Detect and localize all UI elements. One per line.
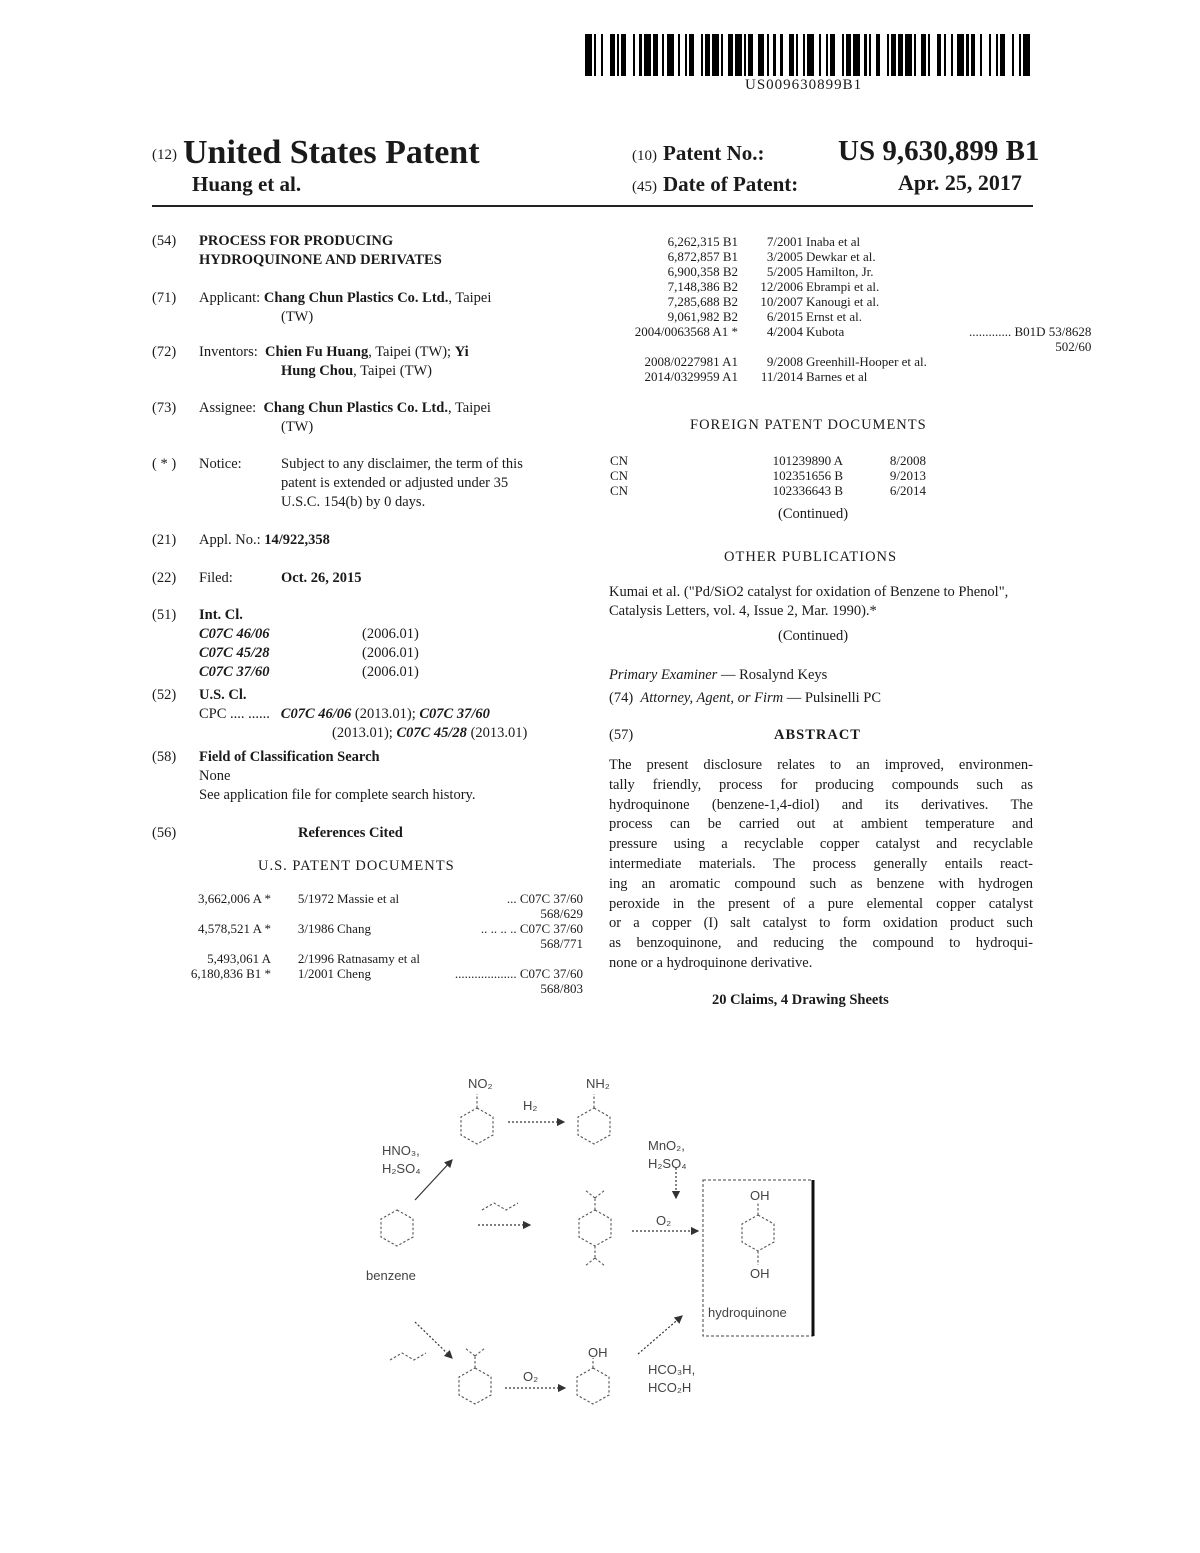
foreign-cc: CN — [610, 483, 629, 498]
aniline-ring — [578, 1108, 610, 1144]
barcode-bar — [667, 34, 674, 76]
reference-subclass-row — [187, 981, 586, 996]
nitrobenzene-ring — [461, 1108, 493, 1144]
reference-row — [618, 369, 1094, 384]
int-cl-version: (2006.01) — [362, 626, 419, 642]
reference-name: Ebrampi et al. — [806, 279, 880, 294]
field-54 — [0, 232, 600, 252]
reference-name: Ratnasamy et al — [337, 951, 421, 966]
diisopropylbenzene-ring — [579, 1210, 611, 1246]
inid-code: ( * ) — [152, 456, 177, 472]
reference-name: Barnes et al — [806, 369, 868, 384]
label-hydroquinone: hydroquinone — [708, 1305, 787, 1320]
int-cl-class: C07C 37/60 — [199, 664, 270, 680]
inventor-2-line — [281, 362, 432, 381]
field-search-text — [199, 767, 475, 805]
notice-label: Notice: — [199, 456, 242, 472]
barcode-bar — [905, 34, 912, 76]
filed-date: Oct. 26, 2015 — [281, 570, 362, 586]
foreign-cc: CN — [610, 468, 629, 483]
barcode-bar — [807, 34, 814, 76]
us-patent-docs-title: U.S. PATENT DOCUMENTS — [258, 858, 455, 874]
abstract-line: peroxide in the present of a pure elemental copper catalyst — [609, 895, 1033, 912]
label-mno2: MnO₂, — [648, 1138, 685, 1153]
us-references-table-continued — [618, 234, 1094, 384]
barcode-bar — [930, 34, 937, 76]
other-pub-line: Catalysis Letters, vol. 4, Issue 2, Mar. 1990).* — [609, 603, 877, 619]
barcode-bar — [957, 34, 964, 76]
label-oh-phenol: OH — [588, 1345, 608, 1360]
cpc-class: C07C 37/60 — [419, 706, 490, 722]
cpc-class: C07C 46/06 — [280, 706, 352, 722]
abstract-body — [609, 756, 1033, 974]
applicant-loc-2: (TW) — [281, 309, 314, 325]
reference-name: Chang — [337, 921, 371, 936]
reference-subclass: 502/60 — [1055, 339, 1092, 354]
reference-no: 6,900,358 B2 — [667, 264, 738, 279]
label-no2: NO₂ — [468, 1076, 493, 1091]
notice-line: patent is extended or adjusted under 35 — [281, 475, 509, 491]
applicant-label: Applicant: — [199, 290, 261, 306]
int-cl-class: C07C 46/06 — [199, 626, 270, 642]
attorney-name: — Pulsinelli PC — [783, 690, 882, 706]
notice-line: U.S.C. 154(b) by 0 days. — [281, 494, 426, 510]
int-cl-row — [199, 663, 419, 682]
patent-number: US 9,630,899 B1 — [838, 135, 1040, 167]
reference-subclass-row — [618, 339, 1094, 354]
barcode-bar — [880, 34, 887, 76]
reference-cls: ................... C07C 37/60 — [454, 966, 584, 981]
abstract-line: pressure using a recyclable copper catalyst and recyclable — [609, 836, 1033, 853]
label-hco2h: HCO₂H — [648, 1380, 692, 1395]
barcode-bar — [1005, 34, 1012, 76]
us-cl-label: U.S. Cl. — [199, 687, 247, 703]
reference-no: 6,180,836 B1 * — [190, 966, 271, 981]
reference-name: Dewkar et al. — [806, 249, 876, 264]
foreign-docs-title: FOREIGN PATENT DOCUMENTS — [690, 417, 927, 433]
reference-no: 6,872,857 B1 — [667, 249, 738, 264]
label-h2so4-a: H₂SO₄ — [382, 1161, 421, 1176]
cpc-version: (2013.01) — [466, 725, 528, 741]
label-h2so4-b: H₂SO₄ — [648, 1156, 687, 1171]
primary-examiner — [609, 666, 827, 685]
field-52 — [0, 686, 600, 706]
foreign-references-table — [610, 453, 929, 498]
inventors-label: Inventors: — [199, 344, 258, 360]
inid-code-10: (10) — [632, 148, 657, 164]
inventor-1-loc: , Taipei (TW); — [368, 344, 452, 360]
patent-no-label: Patent No.: — [663, 141, 765, 165]
filed-label: Filed: — [199, 570, 233, 586]
attorney-label: Attorney, Agent, or Firm — [640, 690, 784, 706]
reference-row — [618, 264, 1094, 279]
int-cl-list — [199, 625, 419, 682]
int-cl-class: C07C 45/28 — [199, 645, 270, 661]
reference-cls — [969, 279, 1094, 294]
inventor-short: Huang et al. — [192, 172, 302, 196]
reference-name: Ernst et al. — [806, 309, 862, 324]
reference-row — [187, 966, 586, 981]
us-references-table — [187, 891, 586, 996]
date-row — [632, 172, 798, 197]
notice-line: Subject to any disclaimer, the term of this — [281, 456, 523, 472]
other-publications-title: OTHER PUBLICATIONS — [724, 549, 898, 565]
reference-name: Kanougi et al. — [806, 294, 880, 309]
reference-name: Inaba et al — [806, 234, 861, 249]
other-pub-line: Kumai et al. ("Pd/SiO2 catalyst for oxidation of Benzene to Phenol", — [609, 584, 1009, 600]
reference-name: Massie et al — [337, 891, 400, 906]
label-hco3h: HCO₃H, — [648, 1362, 696, 1377]
reference-cls — [969, 369, 1094, 384]
reference-row — [618, 234, 1094, 249]
int-cl-row — [199, 644, 419, 663]
reference-date: 10/2007 — [760, 294, 803, 309]
reference-no: 4,578,521 A * — [198, 921, 271, 936]
barcode-bar — [835, 34, 842, 76]
applicant-loc: , Taipei — [448, 290, 492, 306]
abstract-title: ABSTRACT — [774, 727, 861, 743]
abstract-line: The present disclosure relates to an improved, environmen- — [609, 757, 1033, 773]
propene-reagent-lower — [390, 1353, 426, 1360]
other-publication — [609, 583, 1033, 621]
inid-code: (21) — [152, 532, 177, 548]
reference-cls — [969, 234, 1094, 249]
reference-cls — [423, 951, 586, 966]
barcode-bar — [982, 34, 989, 76]
barcode-bar — [694, 34, 701, 76]
abstract-line: process can be carried out at ambient temperature and — [609, 816, 1033, 833]
abstract-line: hydroquinone (benzene-1,4-diol) and its derivatives. The — [609, 796, 1033, 813]
foreign-date: 8/2008 — [889, 453, 926, 468]
foreign-no: 102351656 B — [772, 468, 843, 483]
reaction-scheme-figure — [360, 1060, 840, 1440]
int-cl-version: (2006.01) — [362, 645, 419, 661]
foreign-reference-row — [610, 468, 929, 483]
reference-date: 1/2001 — [297, 966, 334, 981]
reference-no: 6,262,315 B1 — [667, 234, 738, 249]
notice-text — [281, 455, 574, 512]
reference-date: 7/2001 — [766, 234, 803, 249]
reference-date: 2/1996 — [297, 951, 334, 966]
reference-no: 5,493,061 A — [207, 951, 271, 966]
inid-code: (73) — [152, 400, 177, 416]
field-72 — [0, 343, 600, 363]
barcode-bar — [1030, 34, 1032, 76]
foreign-date: 9/2013 — [889, 468, 926, 483]
reference-date: 5/2005 — [766, 264, 803, 279]
cpc-line-2 — [332, 724, 527, 743]
reference-row — [618, 249, 1094, 264]
inid-code: (54) — [152, 233, 177, 249]
barcode-bar — [644, 34, 651, 76]
inid-code: (51) — [152, 607, 177, 623]
date-label: Date of Patent: — [663, 172, 799, 196]
inid-code: (52) — [152, 687, 177, 703]
inventor-1: Chien Fu Huang — [265, 344, 369, 360]
reference-date: 3/2005 — [766, 249, 803, 264]
cumene-ring — [459, 1368, 491, 1404]
appl-no: 14/922,358 — [264, 532, 330, 548]
barcode-bar — [603, 34, 610, 76]
foreign-date: 6/2014 — [889, 483, 926, 498]
assignee-loc: , Taipei — [447, 400, 491, 416]
reference-no: 9,061,982 B2 — [667, 309, 738, 324]
reference-no: 2008/0227981 A1 — [644, 354, 738, 369]
reference-date: 9/2008 — [766, 354, 803, 369]
field-58 — [0, 748, 600, 768]
inid-code: (74) — [609, 690, 634, 706]
doc-type: United States Patent — [183, 134, 480, 171]
reference-row — [187, 951, 586, 966]
reference-row — [618, 354, 1094, 369]
label-hno3: HNO₃, — [382, 1143, 420, 1158]
inventor-2a: Yi — [454, 344, 469, 360]
assignee-label: Assignee: — [199, 400, 257, 416]
label-oh-bottom: OH — [750, 1266, 770, 1281]
hydroquinone-ring — [742, 1215, 774, 1251]
assignee-name: Chang Chun Plastics Co. Ltd. — [263, 400, 448, 416]
title-line-1: PROCESS FOR PRODUCING — [199, 233, 394, 249]
reference-name: Hamilton, Jr. — [806, 264, 874, 279]
cpc-line — [199, 705, 490, 724]
reference-no: 7,285,688 B2 — [667, 294, 738, 309]
field-56 — [0, 824, 600, 844]
label-oh-top: OH — [750, 1188, 770, 1203]
reference-row — [618, 324, 1094, 339]
reference-date: 12/2006 — [760, 279, 803, 294]
barcode-number: US009630899B1 — [745, 77, 863, 93]
foreign-no: 102336643 B — [772, 483, 843, 498]
reference-name: Kubota — [806, 324, 845, 339]
inventor-2-loc: , Taipei (TW) — [353, 363, 432, 379]
barcode-bar — [853, 34, 860, 76]
reference-subclass-row — [187, 936, 586, 951]
abstract-line: none or a hydroquinone derivative. — [609, 954, 813, 971]
abstract-line: intermediate materials. The process generally entails react- — [609, 855, 1033, 872]
reference-subclass: 568/803 — [540, 981, 584, 996]
reference-date: 5/1972 — [297, 891, 334, 906]
label-h2: H₂ — [523, 1098, 538, 1113]
field-search-line: See application file for complete search history. — [199, 787, 476, 803]
inid-code-12: (12) — [152, 146, 177, 163]
reference-row — [618, 309, 1094, 324]
barcode-bar — [626, 34, 633, 76]
patent-no-row — [632, 141, 764, 166]
abstract-line: tally friendly, process for producing compounds such as — [609, 776, 1033, 793]
reference-cls: ............. B01D 53/8628 — [969, 324, 1092, 339]
foreign-reference-row — [610, 483, 929, 498]
reference-cls — [969, 294, 1094, 309]
barcode-bar — [783, 34, 790, 76]
continued-note: (Continued) — [778, 506, 849, 522]
cpc-label: CPC .... ...... — [199, 706, 270, 722]
references-cited-title: References Cited — [298, 825, 403, 841]
field-search-label: Field of Classification Search — [199, 749, 380, 765]
abstract-line: or a copper (I) salt catalyst to form oxidation product such — [609, 915, 1033, 932]
int-cl-version: (2006.01) — [362, 664, 419, 680]
foreign-no: 101239890 A — [772, 453, 843, 468]
abstract-line: ing an aromatic compound such as benzene with hydrogen — [609, 875, 1033, 892]
label-benzene: benzene — [366, 1268, 416, 1283]
reference-no: 2014/0329959 A1 — [644, 369, 738, 384]
reference-subclass-row — [187, 906, 586, 921]
int-cl-label: Int. Cl. — [199, 607, 243, 623]
inid-code: (56) — [152, 825, 177, 841]
reference-cls — [969, 249, 1094, 264]
cpc-version: (2013.01); — [351, 706, 416, 722]
appl-no-label: Appl. No.: — [199, 532, 261, 548]
reference-row — [618, 279, 1094, 294]
foreign-reference-row — [610, 453, 929, 468]
barcode-bar — [735, 34, 742, 76]
inid-code: (71) — [152, 290, 177, 306]
reference-row — [618, 294, 1094, 309]
reference-cls — [969, 309, 1094, 324]
reference-date: 4/2004 — [766, 324, 803, 339]
arrow-peracid — [638, 1316, 682, 1354]
reference-name: Cheng — [337, 966, 371, 981]
reference-date: 3/1986 — [297, 921, 334, 936]
foreign-cc: CN — [610, 453, 629, 468]
reference-subclass: 568/771 — [540, 936, 584, 951]
reference-subclass: 568/629 — [540, 906, 584, 921]
attorney — [609, 689, 881, 708]
reference-cls: .. .. .. .. C07C 37/60 — [480, 921, 584, 936]
int-cl-row — [199, 625, 419, 644]
header-rule — [152, 205, 1033, 207]
field-73 — [0, 399, 600, 419]
field-22 — [0, 569, 600, 589]
phenol-ring — [577, 1368, 609, 1404]
arrow-cumene — [415, 1322, 452, 1358]
doc-type-line — [152, 134, 480, 172]
field-search-line: None — [199, 768, 231, 784]
inid-code: (57) — [609, 727, 634, 743]
label-o2-b: O₂ — [523, 1369, 539, 1384]
arrow-nitration — [415, 1160, 452, 1200]
reference-date: 6/2015 — [766, 309, 803, 324]
reference-cls — [969, 264, 1094, 279]
barcode-bar — [712, 34, 719, 76]
reference-no: 2004/0063568 A1 * — [634, 324, 738, 339]
claims-summary: 20 Claims, 4 Drawing Sheets — [712, 992, 889, 1008]
label-nh2: NH₂ — [586, 1076, 610, 1091]
reference-no: 3,662,006 A * — [198, 891, 271, 906]
reference-no: 7,148,386 B2 — [667, 279, 738, 294]
reference-cls — [969, 354, 1094, 369]
barcode-bar — [585, 34, 592, 76]
continued-note-2: (Continued) — [778, 628, 849, 644]
benzene-ring — [381, 1210, 413, 1246]
reference-name: Greenhill-Hooper et al. — [806, 354, 927, 369]
reference-row — [187, 921, 586, 936]
field-71 — [0, 289, 600, 309]
inid-code-45: (45) — [632, 179, 657, 195]
reference-row — [187, 891, 586, 906]
inventor-2: Hung Chou — [281, 363, 354, 379]
barcode — [585, 34, 1033, 76]
assignee-loc-2: (TW) — [281, 419, 314, 435]
examiner-label: Primary Examiner — [609, 667, 718, 683]
reference-cls: ... C07C 37/60 — [506, 891, 584, 906]
propene-reagent — [482, 1203, 518, 1210]
examiner-name: — Rosalynd Keys — [717, 667, 828, 683]
barcode-bar — [758, 34, 765, 76]
inid-code: (72) — [152, 344, 177, 360]
patent-date: Apr. 25, 2017 — [898, 170, 1022, 195]
cpc-version: (2013.01); — [332, 725, 393, 741]
title-line-2: HYDROQUINONE AND DERIVATES — [199, 252, 442, 268]
abstract-header — [609, 726, 1033, 746]
cpc-class: C07C 45/28 — [396, 725, 467, 741]
field-21 — [0, 531, 600, 551]
field-51 — [0, 606, 600, 626]
applicant-name: Chang Chun Plastics Co. Ltd. — [263, 290, 449, 306]
barcode-bar — [1023, 34, 1030, 76]
reference-date: 11/2014 — [760, 369, 803, 384]
abstract-line: as benzoquinone, and reducing the compound to hydroqui- — [609, 935, 1033, 952]
inid-code: (58) — [152, 749, 177, 765]
label-o2-a: O₂ — [656, 1213, 672, 1228]
inid-code: (22) — [152, 570, 177, 586]
